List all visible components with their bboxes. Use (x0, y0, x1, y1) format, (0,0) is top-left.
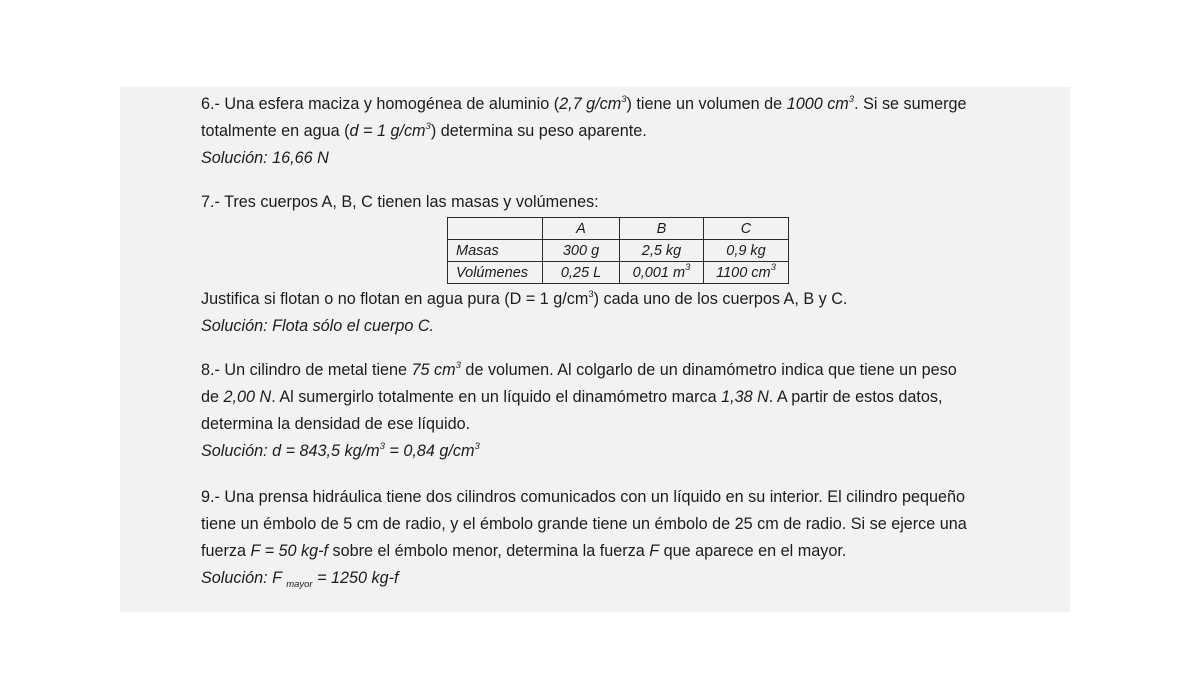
cylinder-volume: 75 $cm^3$ (411, 359, 461, 379)
problem-9-solution: Solución: F $_{mayor}$ = 1250 kg-f (201, 569, 399, 591)
problem-9-line-3: fuerza F = 50 kg-f sobre el émbolo menor, determina la fuerza F que aparece en el mayor. (201, 542, 847, 560)
problem-8-line-2: de 2,00 N. Al sumergirlo totalmente en un líquido el dinamómetro marca 1,38 N. A partir de estos datos, (201, 388, 943, 406)
volume-c: 1100 $cm^3$ (704, 262, 789, 284)
problem-8-solution: Solución: d = 843,5 $kg/m^3 = 0,84$ $g/cm^3$ (201, 440, 480, 460)
sphere-volume: 1000 $cm^3$ (786, 93, 855, 113)
force-symbol: F (649, 542, 660, 560)
header-c: C (704, 218, 789, 240)
problem-7 (201, 189, 1041, 340)
problem-7-question: Justifica si flotan o no flotan en agua pura (D = 1 $g/cm^3$) cada uno de los cuerpos A, B y C. (201, 288, 848, 308)
mass-a: 300 g (543, 240, 620, 262)
problem-6 (201, 91, 1041, 172)
mass-c: 0,9 kg (704, 240, 789, 262)
problem-9-line-1: 9.- Una prensa hidráulica tiene dos cilindros comunicados con un líquido en su interior. El cilindro pequeño (201, 488, 965, 506)
table-corner-cell (448, 218, 543, 240)
applied-force: F = 50 kg-f (250, 542, 329, 560)
problem-8-line-3: determina la densidad de ese líquido. (201, 415, 471, 433)
mass-volume-table (447, 217, 789, 284)
table-row-masas (448, 240, 789, 262)
problem-7-intro: 7.- Tres cuerpos A, B, C tienen las masas y volúmenes: (201, 193, 599, 211)
problem-9 (201, 484, 1041, 592)
aluminium-density: 2,7 $g/cm^3$ (559, 93, 627, 113)
row-label-volumenes: Volúmenes (448, 262, 543, 284)
volume-a: 0,25 L (543, 262, 620, 284)
problem-6-line-2: totalmente en agua (d = 1 $g/cm^3$) determina su peso aparente. (201, 120, 647, 140)
row-label-masas: Masas (448, 240, 543, 262)
problem-9-line-2: tiene un émbolo de 5 cm de radio, y el émbolo grande tiene un émbolo de 25 cm de radio. Si se ejerce una (201, 515, 967, 533)
problem-6-solution: Solución: 16,66 N (201, 149, 329, 167)
problem-6-line-1: 6.- Una esfera maciza y homogénea de aluminio (2,7 $g/cm^3$) tiene un volumen de 1000 $cm^3$. Si se sumerge (201, 93, 967, 113)
header-b: B (620, 218, 704, 240)
exercise-sheet (201, 91, 1041, 592)
table-header-row (448, 218, 789, 240)
dynamometer-reading: 1,38 N (721, 388, 769, 406)
table-row-volumenes (448, 262, 789, 284)
problem-7-solution: Solución: Flota sólo el cuerpo C. (201, 317, 435, 335)
cylinder-weight: 2,00 N (223, 388, 272, 406)
volume-b: 0,001 $m^3$ (620, 262, 704, 284)
problem-8 (201, 357, 1041, 465)
header-a: A (543, 218, 620, 240)
mass-b: 2,5 kg (620, 240, 704, 262)
water-density: d = 1 $g/cm^3$ (349, 120, 431, 140)
problem-8-line-1: 8.- Un cilindro de metal tiene 75 $cm^3$ de volumen. Al colgarlo de un dinamómetro indica que tiene un peso (201, 359, 957, 379)
